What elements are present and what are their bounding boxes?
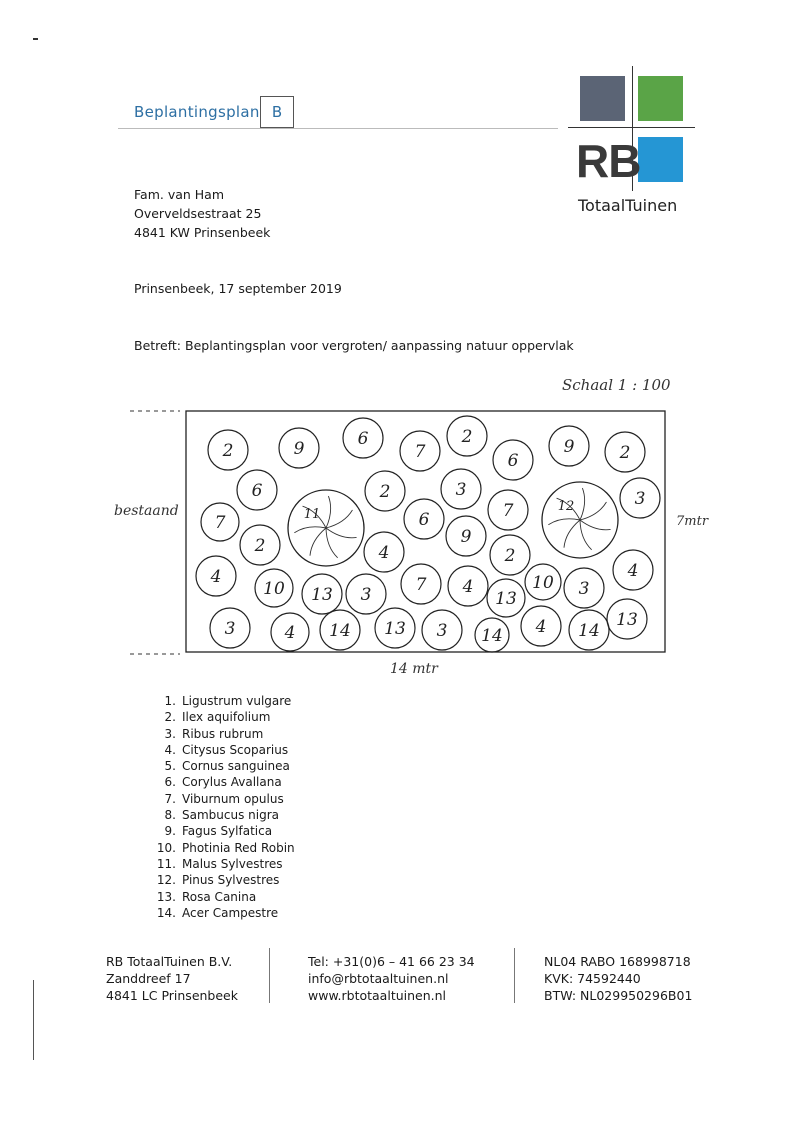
large-tree-branch <box>564 520 580 548</box>
plant-circle <box>240 525 280 565</box>
legend-item <box>152 791 295 807</box>
footer-company: RB TotaalTuinen B.V. <box>106 954 233 969</box>
legend-plant-name: Pinus Sylvestres <box>182 873 280 888</box>
plant-number-label: 3 <box>224 619 236 639</box>
plan-bed-outline <box>186 411 665 652</box>
plant-circle <box>365 471 405 511</box>
large-tree-branch <box>326 528 357 538</box>
large-tree-label: 11 <box>303 507 321 522</box>
legend-number: 13. <box>156 889 176 904</box>
document-code: B <box>271 103 283 121</box>
footer-btw: BTW: NL029950296B01 <box>544 988 693 1003</box>
footer-website[interactable]: www.rbtotaaltuinen.nl <box>308 988 447 1003</box>
plant-circle <box>446 516 486 556</box>
planting-plan <box>100 368 709 688</box>
legend-plant-name: Fagus Sylfatica <box>182 824 273 839</box>
footer-kvk: KVK: 74592440 <box>544 971 641 986</box>
legend-number: 11. <box>156 856 176 871</box>
plant-number-label: 9 <box>293 439 305 459</box>
plant-number-label: 4 <box>378 543 390 563</box>
plant-number-label: 2 <box>619 443 631 463</box>
plant-circle <box>346 574 386 614</box>
footer-contact-block <box>308 953 475 1004</box>
plant-number-label: 13 <box>384 619 406 639</box>
plant-circle <box>475 618 509 652</box>
legend-item <box>152 840 295 856</box>
plant-circle <box>441 469 481 509</box>
large-tree-branch <box>310 528 326 556</box>
plant-circle <box>448 566 488 606</box>
legend-item <box>152 872 295 888</box>
legend-number: 6. <box>164 775 176 790</box>
legend-plant-name: Malus Sylvestres <box>182 856 283 871</box>
large-tree <box>288 490 364 566</box>
large-tree-label: 12 <box>557 499 575 514</box>
plant-circle <box>255 569 293 607</box>
plant-number-label: 2 <box>222 441 234 461</box>
footer-separator <box>269 948 270 1003</box>
plant-circle <box>569 610 609 650</box>
plant-number-label: 4 <box>284 623 296 643</box>
plant-number-label: 3 <box>360 585 372 605</box>
plant-circle <box>607 599 647 639</box>
plant-circle <box>210 608 250 648</box>
plant-number-label: 14 <box>578 621 600 641</box>
legend-plant-name: Corylus Avallana <box>182 775 282 790</box>
large-tree <box>542 482 618 558</box>
large-tree-branch <box>580 520 592 550</box>
legend-plant-name: Ribus rubrum <box>182 726 264 741</box>
plant-number-label: 6 <box>507 451 519 471</box>
plant-number-label: 3 <box>634 489 646 509</box>
document-code-box <box>260 96 294 128</box>
plant-circle <box>564 568 604 608</box>
plant-circle <box>364 532 404 572</box>
scan-mark <box>33 38 38 40</box>
large-tree-branch <box>580 488 585 520</box>
plant-circle <box>422 610 462 650</box>
legend-number: 9. <box>164 824 176 839</box>
existing-label: bestaand <box>114 503 179 519</box>
legend-plant-name: Cornus sanguinea <box>182 759 290 774</box>
title-rule <box>118 128 558 129</box>
recipient-street: Overveldsestraat 25 <box>134 206 262 221</box>
large-tree-branch <box>326 496 331 528</box>
recipient-city: 4841 KW Prinsenbeek <box>134 225 271 240</box>
plant-circle <box>549 426 589 466</box>
plant-number-label: 7 <box>502 501 514 521</box>
plant-circle <box>493 440 533 480</box>
plant-number-label: 4 <box>210 567 222 587</box>
footer-street: Zanddreef 17 <box>106 971 191 986</box>
company-logo <box>560 66 700 226</box>
legend-plant-name: Viburnum opulus <box>182 791 284 806</box>
footer-phone: Tel: +31(0)6 – 41 66 23 34 <box>308 954 475 969</box>
logo-square-gray <box>580 76 625 121</box>
legend-number: 5. <box>164 759 176 774</box>
legend-item <box>152 889 295 905</box>
plant-number-label: 14 <box>329 621 351 641</box>
subject-line: Betreft: Beplantingsplan voor vergroten/ aanpassing natuur oppervlak <box>134 338 574 353</box>
plant-circle <box>343 418 383 458</box>
plant-number-label: 13 <box>311 585 333 605</box>
plant-number-label: 9 <box>563 437 575 457</box>
legend-item <box>152 774 295 790</box>
scale-label: Schaal 1 : 100 <box>562 376 671 394</box>
plant-number-label: 2 <box>254 536 266 556</box>
plant-legend <box>152 693 295 921</box>
footer-bank: NL04 RABO 168998718 <box>544 954 691 969</box>
plant-number-label: 3 <box>578 579 590 599</box>
date-line: Prinsenbeek, 17 september 2019 <box>134 281 342 296</box>
legend-number: 4. <box>164 742 176 757</box>
legend-item <box>152 742 295 758</box>
legend-plant-name: Sambucus nigra <box>182 808 279 823</box>
plant-number-label: 6 <box>357 429 369 449</box>
footer-bank-block <box>544 953 692 1004</box>
plant-circle <box>279 428 319 468</box>
legend-plant-name: Ligustrum vulgare <box>182 694 292 708</box>
footer-separator <box>514 948 515 1003</box>
plant-number-label: 4 <box>462 577 474 597</box>
legend-plant-name: Rosa Canina <box>182 889 257 904</box>
legend-item <box>152 726 295 742</box>
recipient-name: Fam. van Ham <box>134 187 225 202</box>
plant-number-label: 7 <box>214 513 226 533</box>
plant-circle <box>620 478 660 518</box>
logo-square-green <box>638 76 683 121</box>
legend-number: 10. <box>156 840 176 855</box>
legend-plant-name: Citysus Scoparius <box>182 742 289 757</box>
legend-item <box>152 905 295 921</box>
legend-plant-name: Acer Campestre <box>182 905 279 920</box>
legend-item <box>152 709 295 725</box>
width-label: 7mtr <box>676 514 709 529</box>
plant-number-label: 6 <box>418 510 430 530</box>
legend-number: 8. <box>164 808 176 823</box>
plant-number-label: 13 <box>495 589 517 609</box>
legend-number: 3. <box>164 726 176 741</box>
scan-mark <box>33 980 34 1060</box>
plant-circle <box>320 610 360 650</box>
plant-circle <box>208 430 248 470</box>
plant-circle <box>201 503 239 541</box>
legend-plant-name: Ilex aquifolium <box>182 710 271 725</box>
legend-item <box>152 693 295 709</box>
logo-name: TotaalTuinen <box>578 196 678 215</box>
plant-number-label: 2 <box>504 546 516 566</box>
plant-number-label: 10 <box>263 579 285 599</box>
legend-item <box>152 823 295 839</box>
logo-divider-horizontal <box>568 127 695 128</box>
footer-email[interactable]: info@rbtotaaltuinen.nl <box>308 971 449 986</box>
plant-circle <box>404 499 444 539</box>
large-tree-branch <box>580 520 611 530</box>
large-tree-branch <box>326 528 338 558</box>
plant-circle <box>490 535 530 575</box>
plant-number-label: 4 <box>627 561 639 581</box>
footer-city: 4841 LC Prinsenbeek <box>106 988 238 1003</box>
legend-number: 12. <box>156 873 176 888</box>
plant-number-label: 7 <box>415 575 427 595</box>
footer-company-block <box>106 953 238 1004</box>
legend-item <box>152 807 295 823</box>
plant-number-label: 7 <box>414 442 426 462</box>
plant-circle <box>605 432 645 472</box>
legend-number: 1. <box>164 694 176 708</box>
length-label: 14 mtr <box>390 661 438 677</box>
document-title: Beplantingsplan <box>134 103 260 121</box>
plant-number-label: 14 <box>481 626 503 646</box>
logo-square-blue <box>638 137 683 182</box>
plant-circle <box>196 556 236 596</box>
plant-circle <box>447 416 487 456</box>
plant-number-label: 2 <box>461 427 473 447</box>
plant-circles <box>196 416 660 652</box>
plant-number-label: 10 <box>532 573 554 593</box>
legend-item <box>152 758 295 774</box>
legend-number: 14. <box>156 905 176 920</box>
plant-number-label: 6 <box>251 481 263 501</box>
legend-number: 2. <box>164 710 176 725</box>
plant-circle <box>302 574 342 614</box>
plant-circle <box>375 608 415 648</box>
plant-number-label: 3 <box>436 621 448 641</box>
plant-number-label: 13 <box>616 610 638 630</box>
plant-number-label: 2 <box>379 482 391 502</box>
legend-plant-name: Photinia Red Robin <box>182 840 295 855</box>
legend-item <box>152 856 295 872</box>
plant-circle <box>525 564 561 600</box>
plant-circle <box>271 613 309 651</box>
plant-circle <box>521 606 561 646</box>
plant-circle <box>487 579 525 617</box>
plant-number-label: 9 <box>460 527 472 547</box>
plant-number-label: 3 <box>455 480 467 500</box>
legend-number: 7. <box>164 791 176 806</box>
plant-circle <box>401 564 441 604</box>
logo-initials: RB <box>576 135 641 187</box>
plant-circle <box>613 550 653 590</box>
plant-circle <box>237 470 277 510</box>
plant-circle <box>488 490 528 530</box>
plant-number-label: 4 <box>535 617 547 637</box>
plant-circle <box>400 431 440 471</box>
